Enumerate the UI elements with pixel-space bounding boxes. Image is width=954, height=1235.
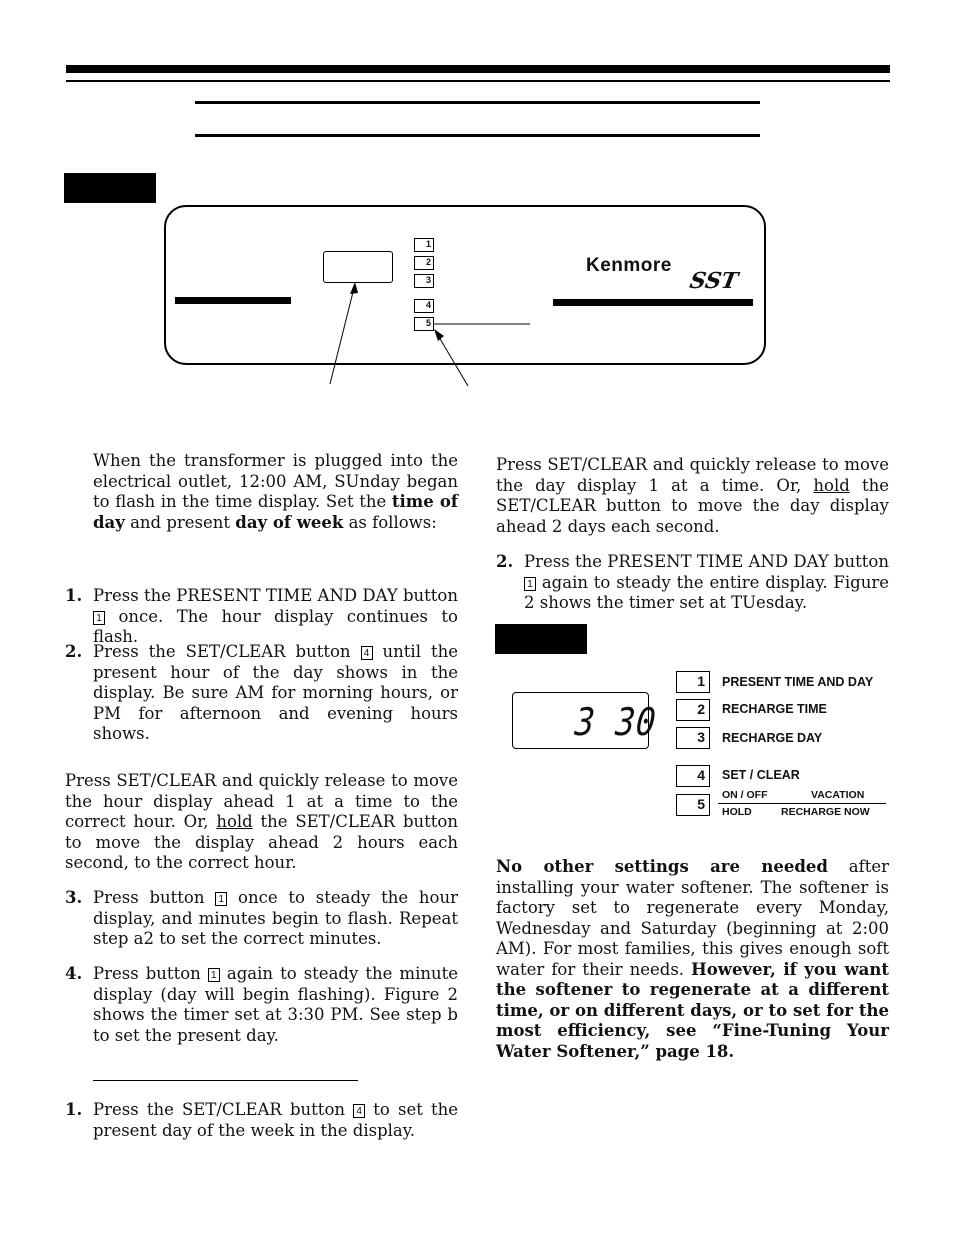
step-a1-text — [93, 586, 458, 648]
key-4-icon: 4 — [361, 646, 373, 660]
step-a4-before: Press button — [93, 964, 208, 983]
step-a2-number: 2. — [65, 642, 83, 661]
set-clear-label: SET / CLEAR — [722, 768, 800, 782]
closing-paragraph — [496, 857, 889, 1062]
step-b1-text — [93, 1100, 458, 1141]
step-b1-before: Press the SET/CLEAR button — [93, 1100, 354, 1119]
key-5-divider — [718, 803, 886, 804]
present-time-and-day-label: PRESENT TIME AND DAY — [722, 675, 874, 689]
hold-label: HOLD — [722, 806, 752, 818]
intro-text-3: as follows: — [343, 512, 437, 532]
closing-bold-1: No other settings are needed — [496, 857, 828, 876]
present-time-and-day-button: 1 — [676, 671, 710, 693]
key-1-icon: 1 — [215, 892, 227, 906]
step-b1-number: 1. — [65, 1100, 83, 1119]
step-b2-number: 2. — [496, 552, 514, 571]
hour-note-before: Press SET/CLEAR and quickly release to move the hour display ahead 1 at a time to the correct hour. Or, — [65, 771, 458, 831]
sst-logo: SST — [687, 268, 740, 294]
panel-button-5: 5 — [414, 317, 434, 331]
step-b2-after: again to steady the entire display. Figure 2 shows the timer set at TUesday. — [524, 572, 889, 612]
key-1-icon: 1 — [93, 611, 105, 625]
recharge-now-label: RECHARGE NOW — [781, 806, 870, 818]
on-off-label: ON / OFF — [722, 789, 768, 801]
key-1-icon: 1 — [208, 968, 220, 982]
kenmore-logo: Kenmore — [586, 255, 672, 276]
figure-1-callout-lines — [0, 0, 954, 420]
intro-text-1: When the transformer is plugged into the electrical outlet, 12:00 AM, SUnday began to flash in the time display. Set the — [93, 451, 458, 511]
intro-text-2: and present — [124, 512, 236, 532]
closing-text-1: after installing your water softener. The softener is factory set to regenerate every Monday, Wednesday and Saturday (beginning at 2:00 AM). For most families, this gives enough soft water for their needs. — [496, 857, 889, 979]
step-b2-text — [524, 552, 889, 614]
set-clear-button: 4 — [676, 765, 710, 787]
closing-bold-2: However, if you want the softener to regenerate at a different time, or on different days, or to set for the most efficiency, see “Fine-Tuning Your Water Softener,” page 18. — [496, 959, 889, 1061]
step-b1-after: to set the present day of the week in the display. — [93, 1100, 458, 1140]
step-a2-before: Press the SET/CLEAR button — [93, 642, 361, 661]
step-a3-number: 3. — [65, 888, 83, 907]
panel-button-3: 3 — [414, 274, 434, 288]
step-a1-before: Press the PRESENT TIME AND DAY button — [93, 586, 458, 605]
key-1-icon: 1 — [524, 577, 536, 591]
hour-note-paragraph — [65, 771, 458, 874]
step-a4-text — [93, 964, 458, 1046]
hour-note-after: the SET/CLEAR button to move the display ahead 2 hours each second, to the correct hour. — [65, 812, 458, 872]
day-note-hold: hold — [813, 475, 850, 495]
recharge-time-label: RECHARGE TIME — [722, 702, 827, 716]
step-a3-before: Press button — [93, 888, 216, 907]
step-a4-after: again to steady the minute display (day will begin flashing). Figure 2 shows the timer set at 3:30 PM. See step b to set the present day. — [93, 964, 458, 1045]
day-note-paragraph — [496, 455, 889, 537]
intro-paragraph — [93, 451, 458, 533]
figure-2-label — [495, 624, 587, 654]
step-a1-number: 1. — [65, 586, 83, 605]
timer-display-digits: 3 30 — [573, 700, 659, 744]
step-b2-before: Press the PRESENT TIME AND DAY button — [524, 552, 889, 571]
intro-time-of-day: time of day — [93, 492, 458, 532]
step-a1-after: once. The hour display continues to flash. — [93, 606, 458, 646]
step-a2-text — [93, 642, 458, 745]
panel-button-1: 1 — [414, 238, 434, 252]
step-a4-number: 4. — [65, 964, 83, 983]
key-4-icon: 4 — [353, 1104, 365, 1118]
vacation-label: VACATION — [811, 789, 865, 801]
step-a3-text — [93, 888, 458, 950]
intro-day-of-week: day of week — [235, 512, 344, 532]
hour-note-hold: hold — [216, 812, 253, 831]
step-a2-after: until the present hour of the day shows in the display. Be sure AM for morning hours, or PM for afternoon and evening hours shows. — [93, 642, 458, 743]
recharge-day-label: RECHARGE DAY — [722, 731, 823, 745]
day-note-after: the SET/CLEAR button to move the day display ahead 2 days each second. — [496, 475, 889, 536]
day-note-before: Press SET/CLEAR and quickly release to move the day display 1 at a time. Or, — [496, 455, 889, 495]
step-a3-after: once to steady the hour display, and minutes begin to flash. Repeat step a2 to set the correct minutes. — [93, 888, 458, 948]
recharge-day-button: 3 — [676, 727, 710, 749]
section-b-rule — [93, 1080, 358, 1081]
panel-button-2: 2 — [414, 256, 434, 270]
hold-recharge-now-button: 5 — [676, 794, 710, 816]
panel-button-4: 4 — [414, 299, 434, 313]
recharge-time-button: 2 — [676, 699, 710, 721]
